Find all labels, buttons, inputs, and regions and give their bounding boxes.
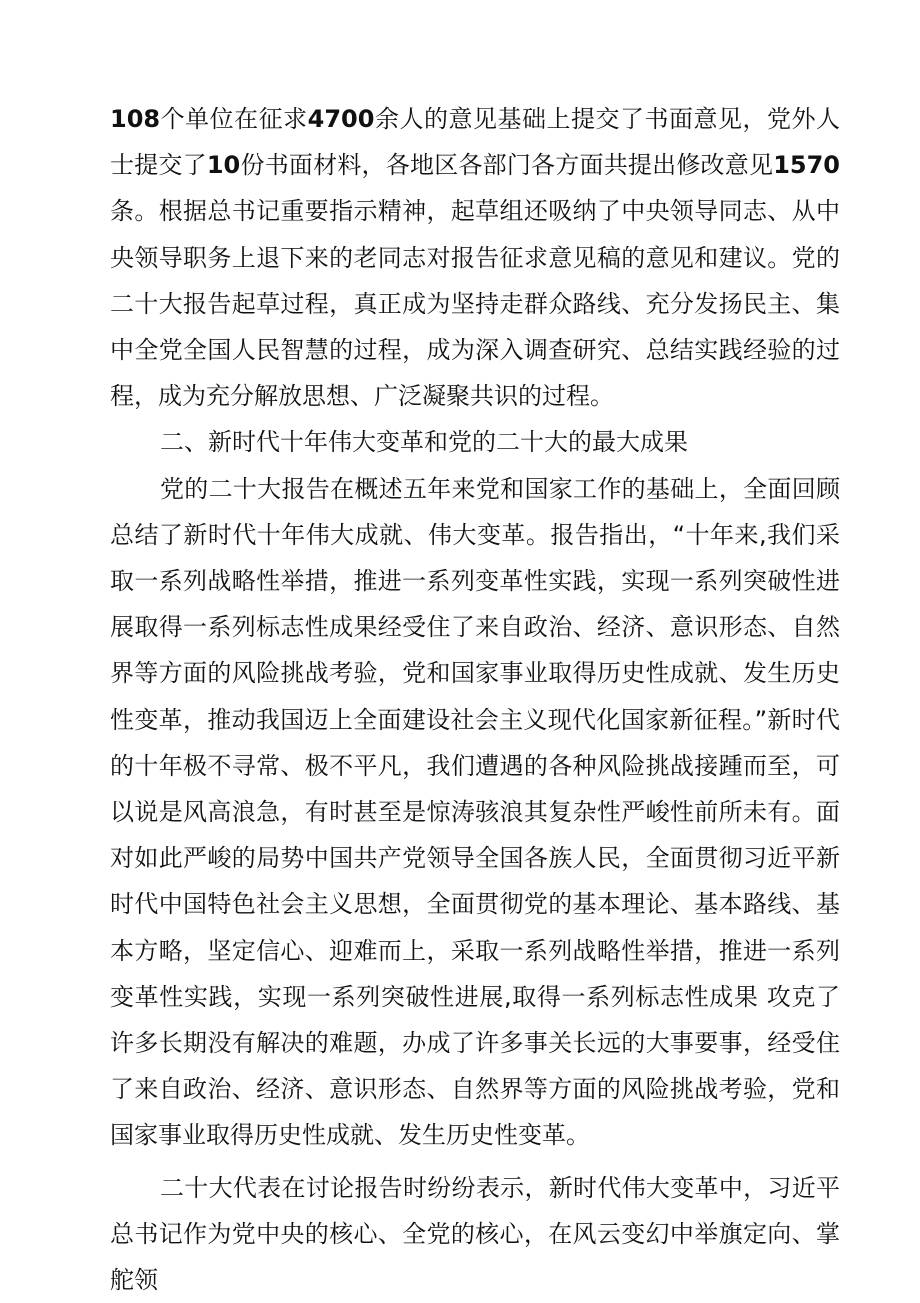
number-people: 4700 xyxy=(307,105,375,133)
number-materials: 10 xyxy=(206,151,241,180)
paragraph-delegates-discussion: 二十大代表在讨论报告时纷纷表示，新时代伟大变革中，习近平总书记作为党中央的核心、全党的核心，在风云变幻中举旗定向、掌舵领 xyxy=(110,1173,840,1295)
text-segment: 条。根据总书记重要指示精神，起草组还吸纳了中央领导同志、从中央领导职务上退下来的老同志对报告征求意见稿的意见和建议。党的二十大报告起草过程，真正成为坚持走群众路线、充分发扬民主、集中全党全国人民智慧的过程，成为深入调查研究、总结实践经验的过程，成为充分解放思想、广泛凝聚共识的过程。 xyxy=(110,197,840,411)
text-segment: 余人的意见基础上提交了书面意见，党外人士提交了 xyxy=(110,105,841,180)
section-heading: 二、新时代十年伟大变革和党的二十大的最大成果 xyxy=(160,428,688,457)
paragraph-decade-achievements: 党的二十大报告在概述五年来党和国家工作的基础上，全面回顾总结了新时代十年伟大成就、伟大变革。报告指出，“十年来,我们采取一系列战略性举措，推进一系列变革性实践，实现一系列突破性进展取得一系列标志性成果经受住了来自政治、经济、意识形态、自然界等方面的风险挑战考验，党和国家事业取得历史性成就、发生历史性变革，推动我国迈上全面建设社会主义现代化国家新征程。”新时代的十年极不寻常、极不平凡，我们遭遇的各种风险挑战接踵而至，可以说是风高浪急，有时甚至是惊涛骇浪其复杂性严峻性前所未有。面对如此严峻的局势中国共产党领导全国各族人民，全面贯彻习近平新时代中国特色社会主义思想，全面贯彻党的基本理论、基本路线、基本方略，坚定信心、迎难而上，采取一系列战略性举措，推进一系列变革性实践，实现一系列突破性进展,取得一系列标志性成果 攻克了许多长期没有解决的难题，办成了许多事关长远的大事要事，经受住了来自政治、经济、意识形态、自然界等方面的风险挑战考验，党和国家事业取得历史性成就、发生历史性变革。 xyxy=(110,474,840,1150)
number-units: 108 xyxy=(110,105,161,133)
document-page xyxy=(110,96,840,1303)
text-segment: 个单位在征求 xyxy=(160,105,308,133)
text-segment: 份书面材料，各地区各部门各方面共提出修改意见 xyxy=(240,151,774,180)
paragraph-drafting-process xyxy=(110,96,840,419)
number-opinions: 1570 xyxy=(773,151,840,180)
